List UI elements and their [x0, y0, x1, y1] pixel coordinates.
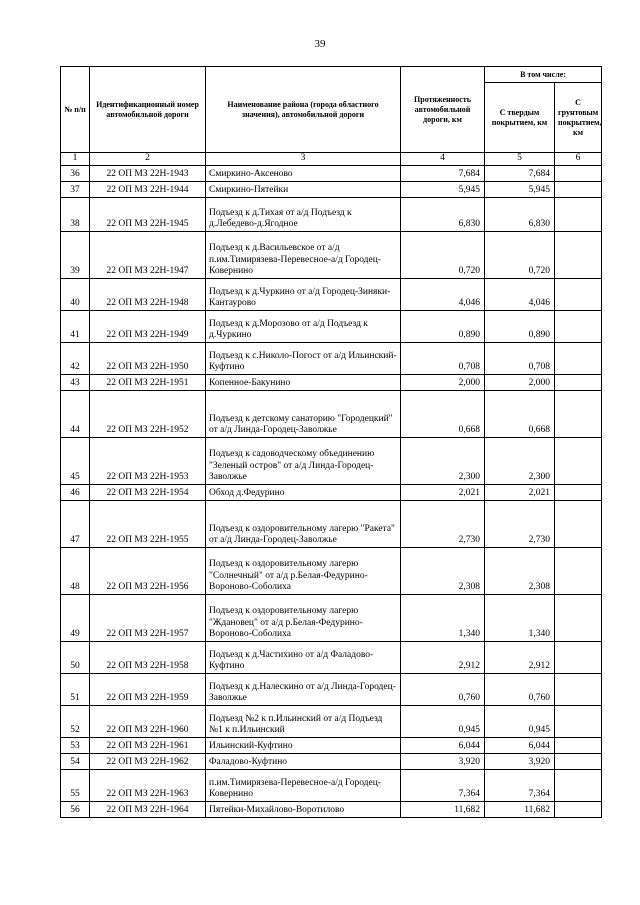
hard-surface-length: 6,830 — [485, 197, 555, 231]
hard-surface-length: 0,708 — [485, 342, 555, 374]
road-name: Подъезд к д.Чуркино от а/д Городец-Зиняки-Кантаурово — [206, 278, 401, 310]
soil-surface-length — [555, 310, 602, 342]
header-name: Наименование района (города областного значения), автомобильной дороги — [206, 67, 401, 153]
road-length: 2,730 — [401, 500, 485, 547]
road-name: Подъезд к д.Васильевское от а/д п.им.Тимирязева-Перевесное-а/д Городец-Ковернино — [206, 231, 401, 278]
soil-surface-length — [555, 390, 602, 437]
table-body — [61, 165, 602, 817]
road-name: Подъезд к садоводческому объединению "Зеленый остров" от а/д Линда-Городец-Заволжье — [206, 437, 401, 484]
row-number: 36 — [61, 165, 90, 181]
soil-surface-length — [555, 547, 602, 594]
row-number: 55 — [61, 769, 90, 801]
road-length: 0,760 — [401, 673, 485, 705]
road-name: Ильинский-Куфтино — [206, 737, 401, 753]
soil-surface-length — [555, 769, 602, 801]
hard-surface-length: 2,300 — [485, 437, 555, 484]
road-name: Подъезд к д.Морозово от а/д Подъезд к д.Чуркино — [206, 310, 401, 342]
hard-surface-length: 3,920 — [485, 753, 555, 769]
soil-surface-length — [555, 753, 602, 769]
hard-surface-length: 0,720 — [485, 231, 555, 278]
table-row — [61, 641, 602, 673]
road-id: 22 ОП МЗ 22Н-1961 — [90, 737, 206, 753]
table-row — [61, 374, 602, 390]
road-length: 2,912 — [401, 641, 485, 673]
road-length: 0,668 — [401, 390, 485, 437]
road-id: 22 ОП МЗ 22Н-1951 — [90, 374, 206, 390]
table-row — [61, 594, 602, 641]
soil-surface-length — [555, 165, 602, 181]
road-name: Смиркино-Пятейки — [206, 181, 401, 197]
row-number: 45 — [61, 437, 90, 484]
road-length: 7,364 — [401, 769, 485, 801]
road-id: 22 ОП МЗ 22Н-1960 — [90, 705, 206, 737]
road-name: Копенное-Бакунино — [206, 374, 401, 390]
header-length: Протяженность автомобильной дороги, км — [401, 67, 485, 153]
road-name: Фаладово-Куфтино — [206, 753, 401, 769]
table-row — [61, 484, 602, 500]
row-number: 46 — [61, 484, 90, 500]
header-soil: С грунтовым покрытием, км — [555, 83, 602, 153]
road-length: 5,945 — [401, 181, 485, 197]
header-hard: С твердым покрытием, км — [485, 83, 555, 153]
hard-surface-length: 5,945 — [485, 181, 555, 197]
road-name: Подъезд №2 к п.Ильинский от а/д Подъезд №1 к п.Ильинский — [206, 705, 401, 737]
road-name: Подъезд к детскому санаторию "Городецкий" от а/д Линда-Городец-Заволжье — [206, 390, 401, 437]
hard-surface-length: 11,682 — [485, 801, 555, 817]
soil-surface-length — [555, 500, 602, 547]
hard-surface-length: 7,364 — [485, 769, 555, 801]
road-name: Пятейки-Михайлово-Воротилово — [206, 801, 401, 817]
road-length: 7,684 — [401, 165, 485, 181]
hard-surface-length: 4,046 — [485, 278, 555, 310]
road-length: 2,300 — [401, 437, 485, 484]
column-number: 3 — [206, 153, 401, 166]
row-number: 43 — [61, 374, 90, 390]
road-length: 0,890 — [401, 310, 485, 342]
road-name: Подъезд к оздоровительному лагерю "Ждановец" от а/д р.Белая-Федурино-Вороново-Соболиха — [206, 594, 401, 641]
soil-surface-length — [555, 673, 602, 705]
row-number: 50 — [61, 641, 90, 673]
table-row — [61, 197, 602, 231]
row-number: 38 — [61, 197, 90, 231]
soil-surface-length — [555, 594, 602, 641]
hard-surface-length: 2,730 — [485, 500, 555, 547]
table-row — [61, 278, 602, 310]
road-id: 22 ОП МЗ 22Н-1963 — [90, 769, 206, 801]
road-id: 22 ОП МЗ 22Н-1962 — [90, 753, 206, 769]
header-num: № п/п — [61, 67, 90, 153]
road-name: Смиркино-Аксеново — [206, 165, 401, 181]
roads-table — [60, 66, 602, 818]
table-row — [61, 165, 602, 181]
column-number: 4 — [401, 153, 485, 166]
table-row — [61, 769, 602, 801]
row-number: 53 — [61, 737, 90, 753]
header-including: В том числе: — [485, 67, 602, 83]
column-number: 5 — [485, 153, 555, 166]
road-length: 3,920 — [401, 753, 485, 769]
column-number: 1 — [61, 153, 90, 166]
soil-surface-length — [555, 197, 602, 231]
road-id: 22 ОП МЗ 22Н-1957 — [90, 594, 206, 641]
road-name: Подъезд к д.Налескино от а/д Линда-Городец-Заволжье — [206, 673, 401, 705]
row-number: 47 — [61, 500, 90, 547]
road-id: 22 ОП МЗ 22Н-1964 — [90, 801, 206, 817]
hard-surface-length: 0,760 — [485, 673, 555, 705]
road-id: 22 ОП МЗ 22Н-1944 — [90, 181, 206, 197]
road-id: 22 ОП МЗ 22Н-1952 — [90, 390, 206, 437]
soil-surface-length — [555, 641, 602, 673]
hard-surface-length: 2,021 — [485, 484, 555, 500]
road-length: 0,720 — [401, 231, 485, 278]
hard-surface-length: 2,912 — [485, 641, 555, 673]
hard-surface-length: 0,890 — [485, 310, 555, 342]
table-row — [61, 310, 602, 342]
hard-surface-length: 7,684 — [485, 165, 555, 181]
row-number: 49 — [61, 594, 90, 641]
hard-surface-length: 2,308 — [485, 547, 555, 594]
road-length: 4,046 — [401, 278, 485, 310]
soil-surface-length — [555, 181, 602, 197]
column-number: 6 — [555, 153, 602, 166]
row-number: 39 — [61, 231, 90, 278]
road-length: 6,044 — [401, 737, 485, 753]
table-row — [61, 801, 602, 817]
soil-surface-length — [555, 374, 602, 390]
table-row — [61, 753, 602, 769]
table-row — [61, 500, 602, 547]
row-number: 40 — [61, 278, 90, 310]
road-id: 22 ОП МЗ 22Н-1945 — [90, 197, 206, 231]
hard-surface-length: 0,668 — [485, 390, 555, 437]
row-number: 56 — [61, 801, 90, 817]
road-id: 22 ОП МЗ 22Н-1959 — [90, 673, 206, 705]
table-row — [61, 231, 602, 278]
road-id: 22 ОП МЗ 22Н-1956 — [90, 547, 206, 594]
road-id: 22 ОП МЗ 22Н-1947 — [90, 231, 206, 278]
soil-surface-length — [555, 437, 602, 484]
row-number: 42 — [61, 342, 90, 374]
road-length: 2,000 — [401, 374, 485, 390]
row-number: 52 — [61, 705, 90, 737]
table-row — [61, 705, 602, 737]
column-number: 2 — [90, 153, 206, 166]
road-length: 1,340 — [401, 594, 485, 641]
table-row — [61, 737, 602, 753]
table-row — [61, 342, 602, 374]
soil-surface-length — [555, 737, 602, 753]
road-name: Обход д.Федурино — [206, 484, 401, 500]
row-number: 41 — [61, 310, 90, 342]
road-name: п.им.Тимирязева-Перевесное-а/д Городец-Ковернино — [206, 769, 401, 801]
soil-surface-length — [555, 484, 602, 500]
road-length: 11,682 — [401, 801, 485, 817]
hard-surface-length: 6,044 — [485, 737, 555, 753]
road-length: 2,308 — [401, 547, 485, 594]
road-name: Подъезд к оздоровительному лагерю "Ракета" от а/д Линда-Городец-Заволжье — [206, 500, 401, 547]
road-id: 22 ОП МЗ 22Н-1949 — [90, 310, 206, 342]
road-id: 22 ОП МЗ 22Н-1955 — [90, 500, 206, 547]
row-number: 48 — [61, 547, 90, 594]
soil-surface-length — [555, 278, 602, 310]
hard-surface-length: 0,945 — [485, 705, 555, 737]
road-id: 22 ОП МЗ 22Н-1958 — [90, 641, 206, 673]
road-length: 2,021 — [401, 484, 485, 500]
soil-surface-length — [555, 705, 602, 737]
road-length: 6,830 — [401, 197, 485, 231]
row-number: 37 — [61, 181, 90, 197]
row-number: 54 — [61, 753, 90, 769]
row-number: 44 — [61, 390, 90, 437]
table-row — [61, 437, 602, 484]
road-name: Подъезд к оздоровительному лагерю "Солнечный" от а/д р.Белая-Федурино-Вороново-Соболиха — [206, 547, 401, 594]
soil-surface-length — [555, 801, 602, 817]
soil-surface-length — [555, 342, 602, 374]
column-numbers-row — [61, 153, 602, 166]
hard-surface-length: 1,340 — [485, 594, 555, 641]
table-row — [61, 547, 602, 594]
table-row — [61, 181, 602, 197]
road-id: 22 ОП МЗ 22Н-1943 — [90, 165, 206, 181]
road-length: 0,708 — [401, 342, 485, 374]
table-row — [61, 390, 602, 437]
road-length: 0,945 — [401, 705, 485, 737]
table-row — [61, 673, 602, 705]
page-number: 39 — [314, 38, 326, 50]
road-id: 22 ОП МЗ 22Н-1948 — [90, 278, 206, 310]
row-number: 51 — [61, 673, 90, 705]
road-id: 22 ОП МЗ 22Н-1954 — [90, 484, 206, 500]
road-name: Подъезд к д.Тихая от а/д Подъезд к д.Лебедево-д.Ягодное — [206, 197, 401, 231]
header-code: Идентификационный номер автомобильной дороги — [90, 67, 206, 153]
road-name: Подъезд к д.Частихино от а/д Фаладово-Куфтино — [206, 641, 401, 673]
road-name: Подъезд к с.Николо-Погост от а/д Ильинский-Куфтино — [206, 342, 401, 374]
hard-surface-length: 2,000 — [485, 374, 555, 390]
road-id: 22 ОП МЗ 22Н-1953 — [90, 437, 206, 484]
soil-surface-length — [555, 231, 602, 278]
road-id: 22 ОП МЗ 22Н-1950 — [90, 342, 206, 374]
